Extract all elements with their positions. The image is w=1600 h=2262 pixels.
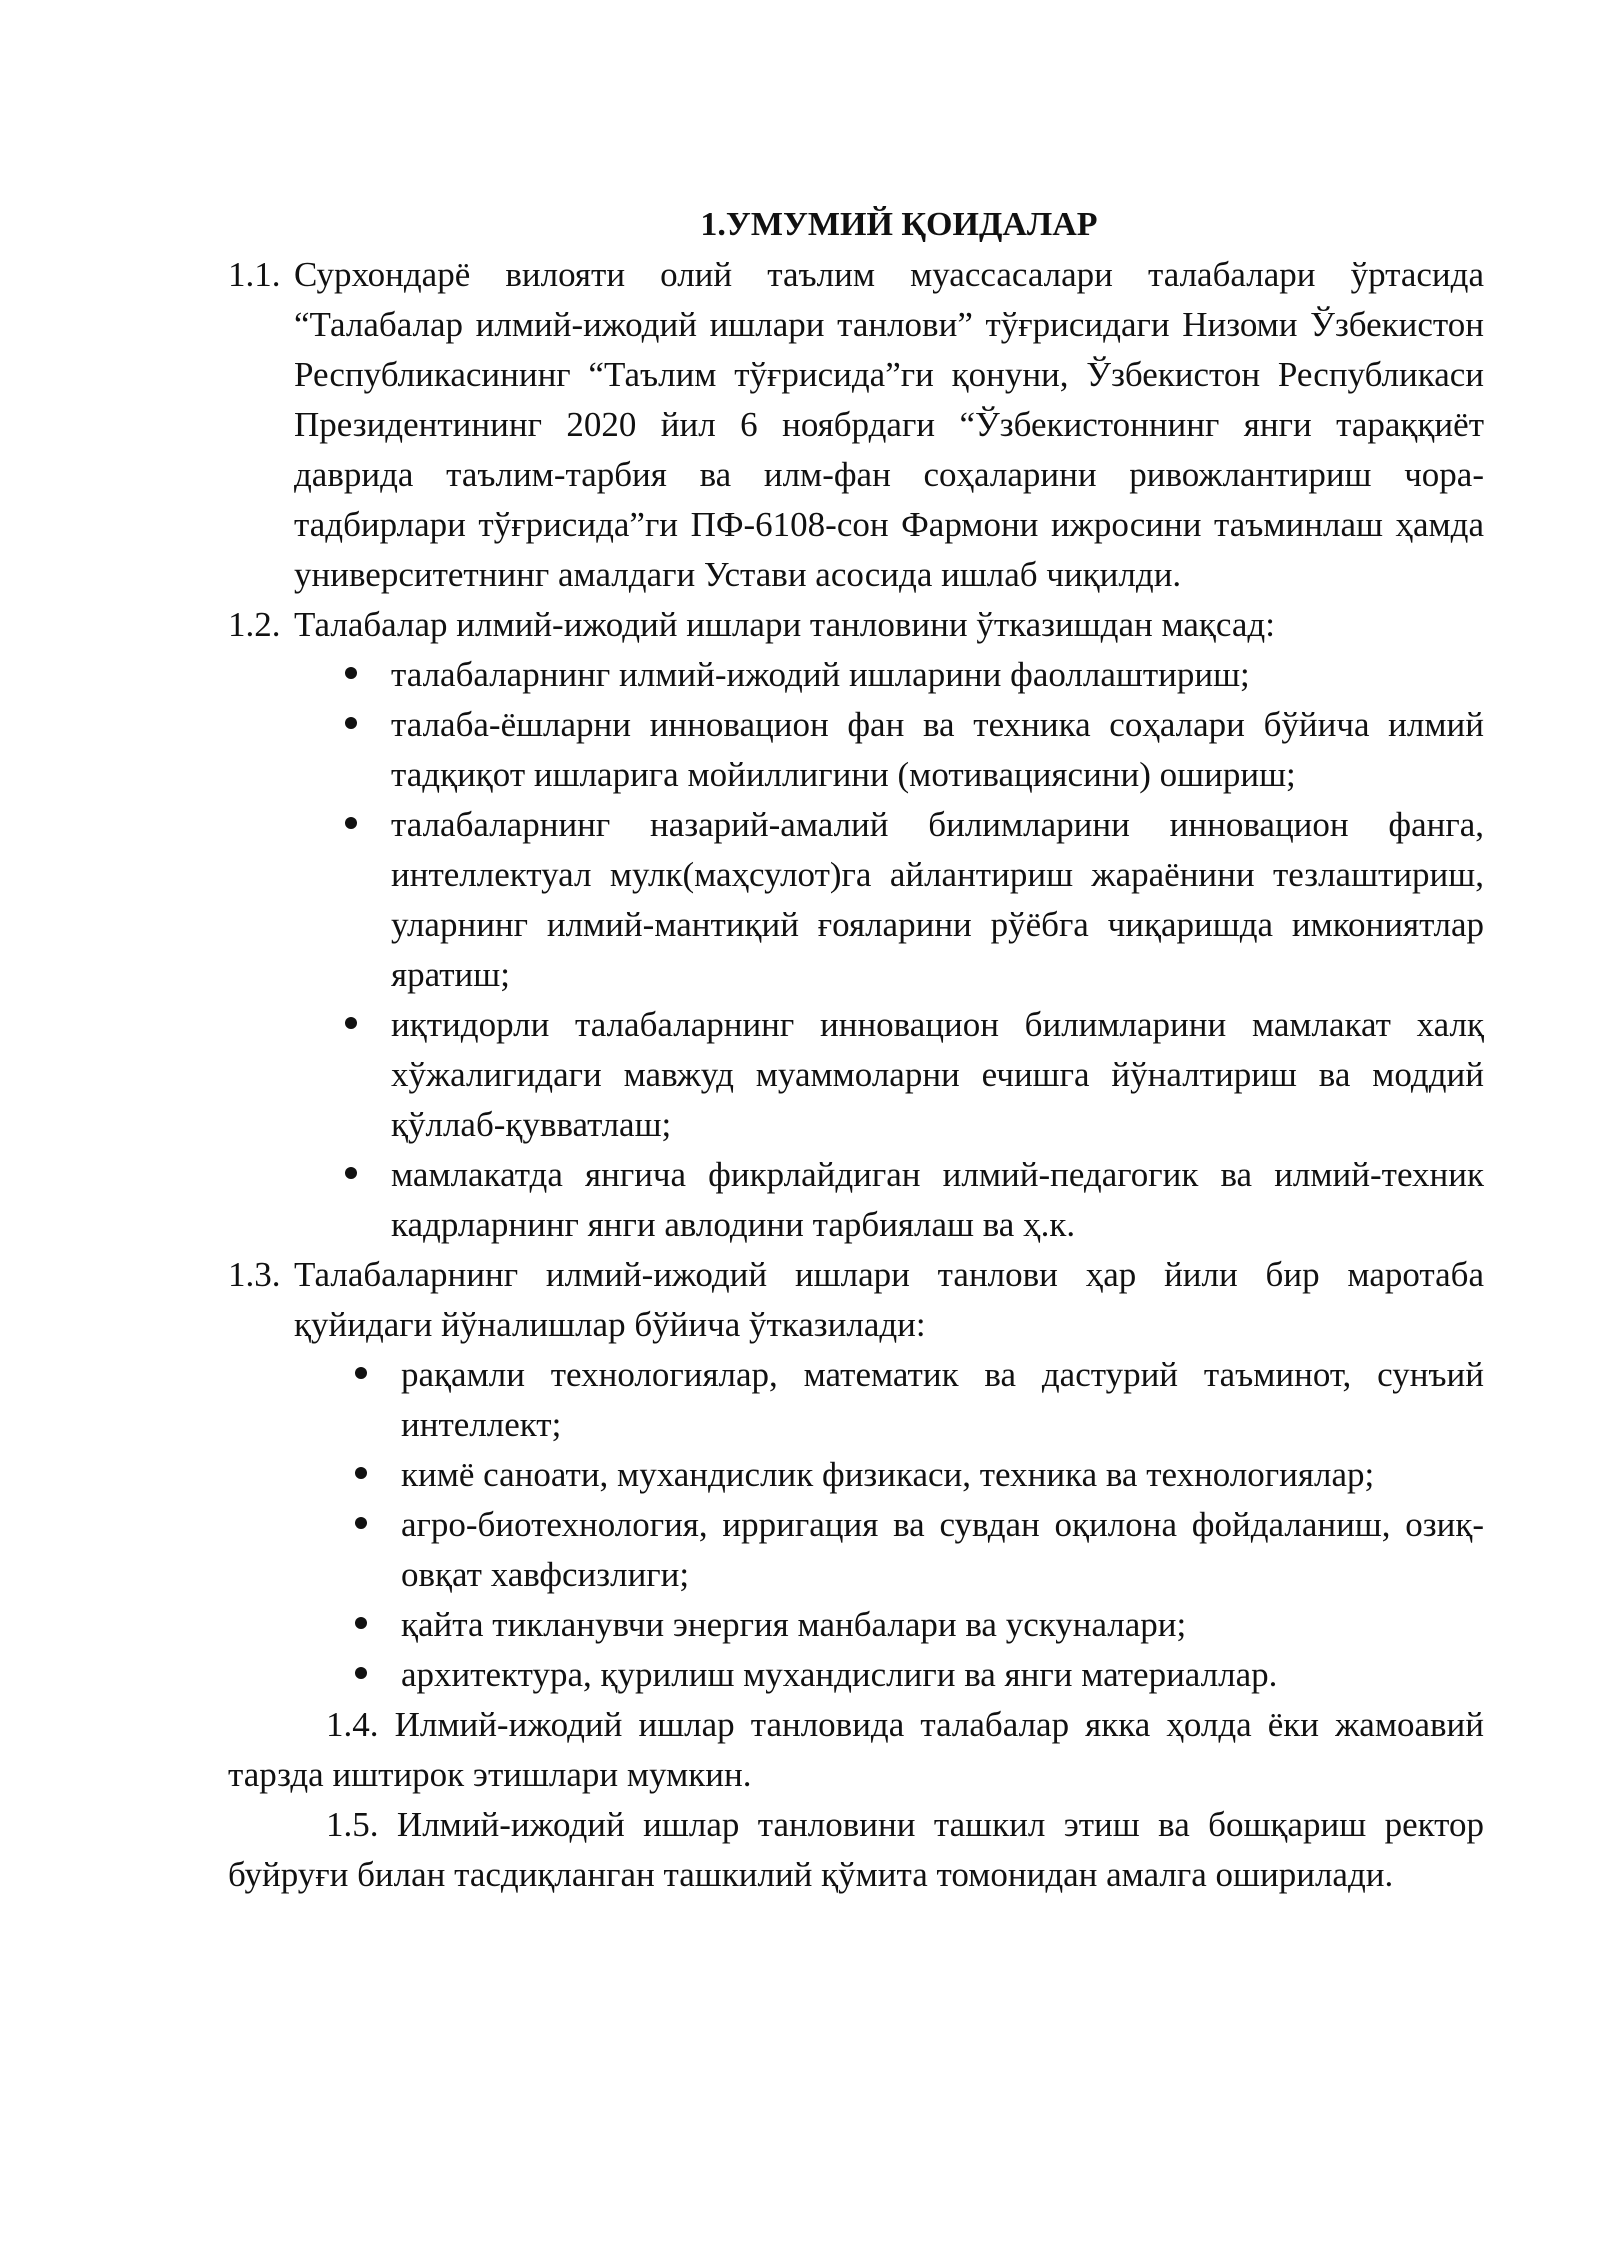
bullet-icon bbox=[355, 1667, 367, 1679]
list-item bbox=[228, 1650, 1484, 1700]
bullet-icon bbox=[355, 1467, 367, 1479]
clause-number: 1.2. bbox=[228, 605, 281, 644]
clause-1-4: 1.4. Илмий-ижодий ишлар танловида талабалар якка ҳолда ёки жамоавий тарзда иштирок этишлари мумкин. bbox=[228, 1705, 1484, 1794]
bullet-icon bbox=[355, 1517, 367, 1529]
list-item-text: агро-биотехнология, ирригация ва сувдан оқилона фойдаланиш, озиқ-овқат хавфсизлиги; bbox=[401, 1505, 1484, 1594]
clause-1-5: 1.5. Илмий-ижодий ишлар танловини ташкил этиш ва бошқариш ректор буйруғи билан тасдиқланган ташкилий қўмита томонидан амалга оширилади. bbox=[228, 1805, 1484, 1894]
clause-1-1 bbox=[228, 250, 1484, 600]
list-item bbox=[228, 1500, 1484, 1600]
bullet-icon bbox=[345, 717, 357, 729]
clause-1-3 bbox=[228, 1250, 1484, 1350]
clause-text: Талабаларнинг илмий-ижодий ишлари танлови ҳар йили бир маротаба қуйидаги йўналишлар бўйича ўтказилади: bbox=[294, 1255, 1484, 1344]
clause-number: 1.1. bbox=[228, 255, 281, 294]
list-item bbox=[228, 1600, 1484, 1650]
list-item-text: талабаларнинг илмий-ижодий ишларини фаоллаштириш; bbox=[391, 655, 1250, 694]
bullet-icon bbox=[345, 1017, 357, 1029]
list-item-text: мамлакатда янгича фикрлайдиган илмий-педагогик ва илмий-техник кадрларнинг янги авлодини тарбиялаш ва ҳ.к. bbox=[391, 1155, 1484, 1244]
bullet-icon bbox=[345, 667, 357, 679]
list-item bbox=[228, 700, 1484, 800]
list-item bbox=[228, 650, 1484, 700]
bullet-icon bbox=[355, 1367, 367, 1379]
list-item-text: архитектура, қурилиш мухандислиги ва янги материаллар. bbox=[401, 1655, 1278, 1694]
clause-1-2 bbox=[228, 600, 1484, 650]
list-item bbox=[228, 1350, 1484, 1450]
list-item bbox=[228, 1000, 1484, 1150]
bullet-icon bbox=[345, 1167, 357, 1179]
document-body bbox=[228, 250, 1484, 1900]
list-item-text: талаба-ёшларни инновацион фан ва техника соҳалари бўйича илмий тадқиқот ишларига мойиллигини (мотивациясини) ошириш; bbox=[391, 705, 1484, 794]
list-item-text: қайта тикланувчи энергия манбалари ва ускуналари; bbox=[401, 1605, 1187, 1644]
list-item-text: кимё саноати, мухандислик физикаси, техника ва технологиялар; bbox=[401, 1455, 1375, 1494]
bullet-icon bbox=[345, 817, 357, 829]
section-title: 1.УМУМИЙ ҚОИДАЛАР bbox=[700, 206, 1098, 243]
clause-text: Сурхондарё вилояти олий таълим муассасалари талабалари ўртасида “Талабалар илмий-ижодий ишлари танлови” тўғрисидаги Низоми Ўзбекистон Республикасининг “Таълим тўғрисида”ги қонуни, Ўзбекистон Республикаси Президентининг 2020 йил 6 ноябрдаги “Ўзбекистоннинг янги тараққиёт даврида таълим-тарбия ва илм-фан соҳаларини ривожлантириш чора-тадбирлари тўғрисида”ги ПФ-6108-сон Фармони ижросини таъминлаш ҳамда университетнинг амалдаги Устави асосида ишлаб чиқилди. bbox=[294, 255, 1484, 594]
clause-text: Талабалар илмий-ижодий ишлари танловини ўтказишдан мақсад: bbox=[294, 605, 1275, 644]
list-item bbox=[228, 1450, 1484, 1500]
bullet-icon bbox=[355, 1617, 367, 1629]
goals-list bbox=[228, 650, 1484, 1250]
list-item-text: иқтидорли талабаларнинг инновацион билимларини мамлакат халқ хўжалигидаги мавжуд муаммоларни ечишга йўналтириш ва моддий қўллаб-қувватлаш; bbox=[391, 1005, 1484, 1144]
list-item-text: рақамли технологиялар, математик ва дастурий таъминот, сунъий интеллект; bbox=[401, 1355, 1484, 1444]
list-item bbox=[228, 800, 1484, 1000]
clause-number: 1.3. bbox=[228, 1255, 281, 1294]
list-item-text: талабаларнинг назарий-амалий билимларини инновацион фанга, интеллектуал мулк(маҳсулот)га айлантириш жараёнини тезлаштириш, уларнинг илмий-мантиқий ғояларини рўёбга чиқаришда имкониятлар яратиш; bbox=[391, 805, 1484, 994]
list-item bbox=[228, 1150, 1484, 1250]
directions-list bbox=[228, 1350, 1484, 1700]
